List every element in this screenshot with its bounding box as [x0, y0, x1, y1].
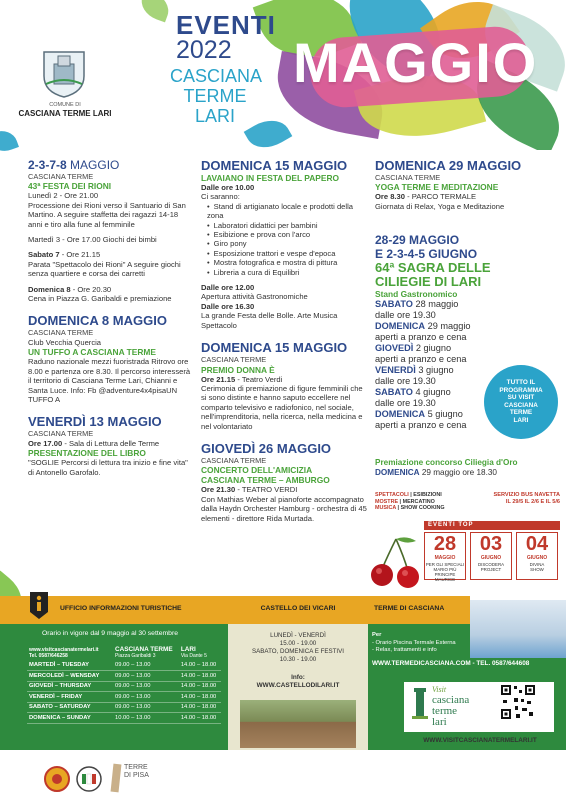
sponsor-logo-icon — [76, 766, 102, 792]
event-month: MAGGIO — [112, 313, 167, 329]
event-title: CONCERTO DELL'AMICIZIA — [201, 465, 313, 476]
event-date: DOMENICA 29 — [375, 158, 464, 173]
premio-ciliegia — [375, 458, 560, 478]
spettacoli-key: MOSTRE — [375, 498, 399, 505]
info-head-label: UFFICIO INFORMAZIONI TURISTICHE — [60, 605, 182, 612]
table-cell: 09.00 – 13.00 — [113, 692, 179, 703]
table-cell: 09.00 – 13.00 — [113, 671, 179, 682]
spettacoli-key: MUSICA — [375, 505, 397, 512]
event-text: Apertura attività Gastronomiche — [201, 292, 308, 302]
table-cell: GIOVEDÌ – THURSDAY — [27, 681, 113, 692]
event-text: Parata "Spettacolo dei Rioni" A seguire giochi senza quartiere e corsa dei carretti — [28, 259, 181, 279]
program-line: PROGRAMMA — [499, 386, 543, 394]
event-text: Cena in Piazza G. Garibaldi e premiazione — [28, 294, 172, 304]
event-place: CASCIANA TERME — [28, 172, 94, 181]
event-title: CILIEGIE DI LARI — [375, 274, 482, 290]
schedule-line: SABATO 4 giugno — [375, 387, 451, 398]
table-cell: 09.00 – 13.00 — [113, 660, 179, 671]
table-header-cell — [113, 645, 179, 660]
top-card-day: 28 — [433, 533, 457, 555]
top-card-month: GIUGNO — [480, 555, 502, 561]
column-address: Piazza Garibaldi 3 — [115, 653, 156, 659]
schedule-line: SABATO 28 maggio — [375, 299, 459, 310]
site-url[interactable]: www.visitcascianatermelari.it — [29, 646, 99, 653]
event-date: E 2-3-4-5 GIUGNO — [375, 247, 478, 262]
top-event-card — [424, 532, 466, 580]
table-cell: SABATO – SATURDAY — [27, 702, 113, 713]
column-address: Via Dante 5 — [180, 653, 207, 659]
leaf-decoration — [137, 0, 173, 22]
event-date: DOMENICA 15 — [201, 340, 290, 356]
event-text: Con Mathias Weber al pianoforte accompagnato dalla Haydn Orchester Hamburg - orchestra di 45 elementi - direttore Rida Murtada. — [201, 494, 367, 523]
phone: Tel. 0587/646258 — [29, 652, 68, 659]
top-event-card — [516, 532, 558, 580]
event-text: Martedì 3 - Ore 17.00 Giochi dei bimbi — [28, 235, 157, 245]
event-title: LAVAIANO IN FESTA DEL PAPERO — [201, 173, 340, 183]
event-bullet-list — [201, 202, 367, 277]
table-cell: 14.00 – 18.00 — [179, 702, 221, 713]
event-place: CASCIANA TERME — [201, 355, 267, 365]
table-cell: 14.00 – 18.00 — [179, 671, 221, 682]
event-time: Dalle ore 12.00 — [201, 283, 255, 293]
schedule-line: DOMENICA 5 giugno — [375, 409, 463, 420]
event-place: CASCIANA TERME — [201, 455, 267, 465]
event-time: Domenica 8 — [28, 284, 71, 294]
event-time-rest: - Sala di Lettura delle Terme — [62, 438, 160, 448]
title-place — [170, 66, 263, 126]
event-place: CASCIANA TERME — [28, 328, 94, 338]
top-card-desc: PER GLI SPECIALI MARIO PIÙ PRINCIPE MAURICE — [425, 562, 465, 582]
event-concerto — [201, 441, 367, 523]
events-column-1 — [28, 158, 194, 477]
visit-small: Visit — [432, 685, 447, 694]
place-line: TERME — [183, 86, 247, 106]
event-papero — [201, 158, 367, 330]
top-card-desc: DIVINA SHOW — [529, 562, 545, 572]
castle-photo — [240, 700, 356, 748]
table-cell: MERCOLEDÌ – WENSDAY — [27, 671, 113, 682]
sponsor-logo-icon — [44, 766, 70, 792]
hours-table — [27, 645, 221, 724]
info-i-icon — [28, 590, 50, 620]
premio-time: 29 maggio ore 18.30 — [419, 468, 497, 477]
spettacoli-value: MERCATINO — [402, 498, 435, 505]
event-time-rest: - Teatro Verdi — [235, 374, 283, 384]
castello-site-link[interactable]: WWW.CASTELLODILARI.IT — [256, 682, 340, 689]
info-head-terme — [368, 596, 470, 624]
top-card-month: GIUGNO — [526, 555, 548, 561]
event-text: Cerimonia di premiazione di figure femminili che si sono distinte e hanno saputo eccellere nel comparto televisivo e radiofonico, nel sociale, nell'imprenditoria, nella ricerca, nella medicina e nel volontariato — [201, 383, 363, 431]
cherries-icon — [366, 533, 426, 593]
event-title: CASCIANA TERME – AMBURGO — [201, 475, 330, 486]
program-line: LARI — [513, 416, 529, 424]
table-row — [27, 660, 221, 671]
terme-pool-photo — [470, 600, 566, 658]
program-line: CASCIANA — [504, 401, 538, 409]
event-text: "SOGLIE Percorsi di lettura tra inizio e fine vita" di Antonello Garofalo. — [28, 458, 188, 477]
list-item: • Mostra fotografica e mostra di pittura — [207, 258, 367, 267]
event-date: VENERDÌ 13 — [28, 414, 104, 430]
castello-info — [232, 674, 364, 690]
table-header-cell — [27, 645, 113, 660]
spettacoli-value: ESIBIZIONI — [413, 492, 442, 498]
list-item: • Libreria a cura di Equilibri — [207, 268, 367, 277]
navetta-line: IL 29/5 IL 2/6 E IL 5/6 — [505, 499, 560, 505]
list-item: • Giro pony — [207, 239, 367, 248]
terre-line: DI PISA — [124, 772, 149, 779]
table-cell: 14.00 – 18.00 — [179, 713, 221, 724]
comune-label: COMUNE DI — [49, 102, 81, 108]
qr-code-icon[interactable] — [500, 684, 536, 720]
terme-item: - Relax, trattamenti e info — [372, 647, 437, 654]
top-event-card — [470, 532, 512, 580]
schedule-line: dalle ore 19.30 — [375, 310, 436, 321]
title-eventi: EVENTI — [176, 10, 276, 40]
terme-per-label: Per — [372, 632, 382, 638]
event-time: Lunedì 2 — [28, 191, 58, 201]
event-time: Dalle ore 16.30 — [201, 301, 255, 311]
top-card-month: MAGGIO — [434, 555, 456, 561]
event-text: Raduno nazionale mezzi fuoristrada Ritrovo ore 8.00 e partenza ore 8.30. Il percorso interesserà il territorio di Casciana Terme Lari, Chianni e Santa Luce. Info: Fb @adventure4x4pisaUN TUFFO A — [28, 357, 191, 404]
event-intro: Ci saranno: — [201, 192, 240, 202]
event-time: Ore 21.15 — [201, 374, 236, 384]
event-text: Giornata di Relax, Yoga e Meditazione — [375, 201, 505, 211]
event-month: MAGGIO — [293, 158, 348, 173]
table-cell: DOMENICA – SUNDAY — [27, 713, 113, 724]
terre-line: TERRE — [124, 764, 148, 771]
table-row — [27, 671, 221, 682]
spettacoli-list: SPETTACOLI | ESIBIZIONI MOSTRE | MERCATINO MUSICA | SHOW COOKING — [375, 492, 445, 512]
event-date: 2-3-7-8 — [28, 158, 67, 172]
event-premio-donna — [201, 340, 367, 431]
header — [0, 0, 566, 150]
event-date: 28-29 MAGGIO — [375, 233, 460, 248]
terme-services — [372, 632, 468, 655]
event-month: MAGGIO — [70, 158, 120, 172]
schedule-line: aperti a pranzo e cena — [375, 420, 467, 431]
visit-line: lari — [432, 716, 447, 728]
visit-site-link[interactable]: WWW.VISITCASCIANATERMELARI.IT — [423, 737, 537, 744]
event-festa-rioni — [28, 158, 194, 303]
event-title: UN TUFFO A CASCIANA TERME — [28, 347, 156, 358]
spettacoli-key: SPETTACOLI — [375, 492, 409, 498]
event-month: MAGGIO — [467, 158, 522, 173]
table-row — [27, 681, 221, 692]
event-time: Dalle ore 10.00 — [201, 183, 255, 192]
bus-navetta — [480, 492, 560, 506]
spettacoli-value: SHOW COOKING — [400, 505, 445, 512]
event-time-rest: - Ore 20.30 — [70, 284, 112, 294]
table-row — [27, 692, 221, 703]
program-line: TERME — [509, 409, 533, 417]
list-item: • Esposizione trattori e vespe d'epoca — [207, 249, 367, 258]
event-date: DOMENICA 15 — [201, 158, 290, 173]
visit-wordmark — [432, 684, 469, 728]
table-header-row — [27, 645, 221, 660]
program-line: TUTTO IL — [506, 379, 536, 386]
event-tuffo — [28, 313, 194, 404]
title-month: MAGGIO — [293, 31, 539, 94]
place-line: LARI — [194, 106, 236, 126]
table-cell: VENERDÌ – FRIDAY — [27, 692, 113, 703]
program-badge[interactable] — [484, 365, 558, 439]
table-cell: 09.00 – 13.00 — [113, 681, 179, 692]
info-head-label: CASTELLO DEI VICARI — [260, 605, 336, 612]
table-row — [27, 713, 221, 724]
table-row — [27, 702, 221, 713]
event-subtitle: Stand Gastronomico — [375, 289, 458, 300]
event-date: DOMENICA 8 — [28, 313, 110, 329]
schedule-line: aperti a pranzo e cena — [375, 354, 467, 365]
title-year: 2022 — [176, 36, 232, 64]
terre-di-pisa-logo — [124, 764, 149, 780]
event-text: La grande Festa delle Bolle. Arte Musica Spettacolo — [201, 311, 338, 330]
event-title: PREMIO DONNA È — [201, 364, 275, 375]
event-time-rest: - Ore 21.00 — [57, 191, 99, 201]
visit-line: terme — [432, 705, 458, 717]
event-title: 43ª FESTA DEI RIONI — [28, 181, 112, 192]
event-title: YOGA TERME E MEDITAZIONE — [375, 182, 499, 193]
hours-line: LUNEDÌ - VENERDÌ — [270, 632, 326, 639]
event-month: MAGGIO — [276, 440, 332, 456]
program-line: SU VISIT — [507, 394, 535, 402]
table-cell: 14.00 – 18.00 — [179, 692, 221, 703]
schedule-line: dalle ore 19.30 — [375, 376, 436, 387]
comune-name: CASCIANA TERME LARI — [18, 109, 112, 118]
event-place: CASCIANA TERME — [375, 173, 441, 182]
schedule-line: VENERDÌ 3 giugno — [375, 365, 454, 376]
event-month: MAGGIO — [293, 340, 348, 356]
info-head-castello — [228, 596, 368, 624]
event-libro — [28, 414, 194, 477]
eventi-top-strip: EVENTI TOP — [424, 521, 560, 530]
event-time-rest: - Ore 21.15 — [59, 250, 101, 260]
terme-site-link[interactable]: WWW.TERMEDICASCIANA.COM - TEL. 0587/644608 — [372, 660, 530, 667]
table-cell: 14.00 – 18.00 — [179, 660, 221, 671]
visit-line: casciana — [432, 694, 470, 706]
hours-line: SABATO, DOMENICA E FESTIVI — [252, 648, 344, 655]
event-text: Processione dei Rioni verso il Santuario di San Martino. A seguire staffetta dei ragazzi 14-18 anni e tiro alla fune al femminile — [28, 200, 186, 229]
table-cell: 09.00 – 13.00 — [113, 702, 179, 713]
list-item: • Laboratori didattici per bambini — [207, 221, 367, 230]
column-header: LARI — [180, 646, 196, 653]
top-card-desc: DISCODERA PROJECT — [477, 562, 505, 572]
event-yoga — [375, 158, 561, 211]
event-time: Ore 17.00 — [28, 438, 63, 448]
event-title: PRESENTAZIONE DEL LIBRO — [28, 448, 146, 459]
event-subtitle: Club Vecchia Quercia — [28, 337, 102, 347]
list-item: • Stand di artigianato locale e prodotti della zona — [207, 202, 367, 221]
event-place: CASCIANA TERME — [28, 429, 94, 439]
table-cell: 10.00 – 13.00 — [113, 713, 179, 724]
terme-item: - Orario Piscina Termale Esterna — [372, 639, 456, 646]
castello-hours — [232, 632, 364, 664]
events-column-2 — [201, 158, 367, 523]
footer-logos — [0, 750, 566, 800]
premio-day: DOMENICA — [375, 468, 420, 477]
premio-title: Premiazione concorso Ciliegia d'Oro — [375, 458, 518, 467]
comune-crest-icon — [40, 48, 88, 98]
table-header-cell — [179, 645, 221, 660]
top-card-day: 04 — [525, 533, 549, 555]
event-title: 64ª SAGRA DELLE — [375, 260, 491, 276]
list-item: • Esibizione e prova con l'arco — [207, 230, 367, 239]
navetta-line: SERVIZIO BUS NAVETTA — [493, 492, 560, 498]
event-month: MAGGIO — [107, 414, 162, 430]
event-time: Sabato 7 — [28, 250, 60, 260]
schedule-line: dalle ore 19.30 — [375, 398, 436, 409]
hours-note: Orario in vigore dal 9 maggio al 30 settembre — [42, 630, 179, 637]
hours-line: 15.00 - 19.00 — [279, 640, 317, 647]
schedule-line: GIOVEDÌ 2 giugno — [375, 343, 452, 354]
event-time: Ore 8.30 — [375, 192, 405, 202]
terre-di-pisa-tower-icon — [110, 762, 122, 794]
place-line: CASCIANA — [170, 66, 263, 86]
event-date: GIOVEDÌ 26 — [201, 440, 274, 456]
info-head-label: TERME DI CASCIANA — [374, 605, 445, 612]
schedule-line: aperti a pranzo e cena — [375, 332, 467, 343]
event-time-rest: - TEATRO VERDI — [235, 485, 298, 495]
visit-tower-icon — [410, 686, 430, 720]
event-time: Ore 21.30 — [201, 485, 236, 495]
table-cell: 14.00 – 18.00 — [179, 681, 221, 692]
hours-line: 10.30 - 19.00 — [279, 656, 317, 663]
table-cell: MARTEDÌ – TUESDAY — [27, 660, 113, 671]
event-time-rest: - PARCO TERMALE — [404, 192, 477, 202]
info-label: Info: — [291, 674, 305, 681]
column-header: CASCIANA TERME — [115, 646, 173, 653]
schedule-line: DOMENICA 29 maggio — [375, 321, 471, 332]
top-card-day: 03 — [479, 533, 503, 555]
